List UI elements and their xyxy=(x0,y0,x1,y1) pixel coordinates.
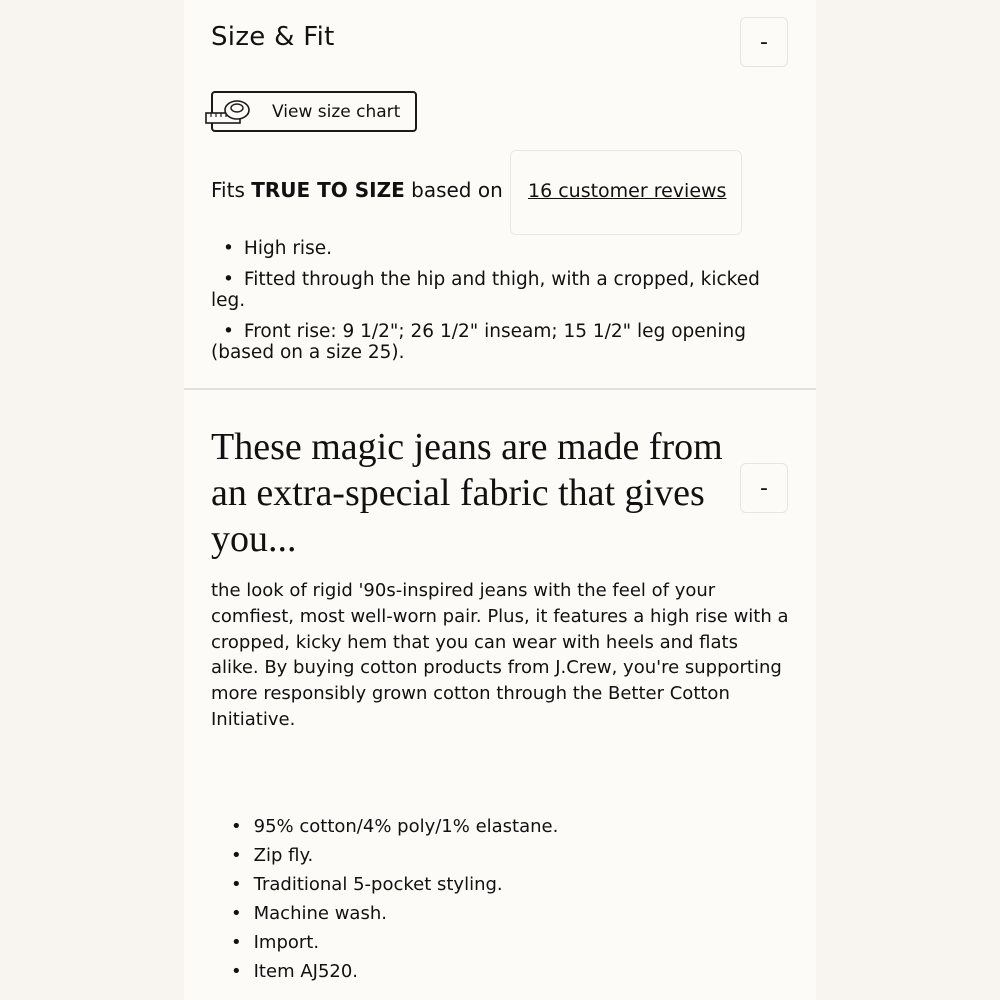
view-size-chart-label: View size chart xyxy=(272,102,401,122)
spec-item: • Machine wash. xyxy=(231,899,558,928)
product-details-card xyxy=(184,0,816,1000)
spec-item: • Import. xyxy=(231,928,558,957)
fit-prefix: Fits xyxy=(211,178,252,202)
fit-summary xyxy=(211,178,503,202)
spec-item: • Traditional 5-pocket styling. xyxy=(231,870,558,899)
product-specs-list xyxy=(231,812,558,986)
fit-detail-item: • Front rise: 9 1/2"; 26 1/2" inseam; 15 1/2" leg opening (based on a size 25). xyxy=(211,321,781,363)
fit-detail-item: • Fitted through the hip and thigh, with a cropped, kicked leg. xyxy=(211,269,781,311)
fit-emphasis: TRUE TO SIZE xyxy=(251,178,405,202)
fit-details-list xyxy=(211,238,781,373)
customer-reviews-box[interactable] xyxy=(510,150,742,235)
view-size-chart-button[interactable] xyxy=(211,91,417,132)
fit-detail-item: • High rise. xyxy=(211,238,781,259)
spec-item: • 95% cotton/4% poly/1% elastane. xyxy=(231,812,558,841)
fit-suffix: based on xyxy=(404,178,503,202)
section-divider xyxy=(184,388,816,390)
spec-item: • Item AJ520. xyxy=(231,957,558,986)
description-collapse-button[interactable]: - xyxy=(740,463,788,513)
size-fit-title: Size & Fit xyxy=(211,22,335,52)
measuring-tape-icon xyxy=(205,98,253,128)
description-body: the look of rigid '90s-inspired jeans with the feel of your comfiest, most well-worn pair. Plus, it features a high rise with a cropped, kicky hem that you can wear with heels and flats alike. By buying cotton products from J.Crew, you're supporting more responsibly grown cotton through the Better Cotton Initiative. xyxy=(211,580,789,730)
customer-reviews-link[interactable]: 16 customer reviews xyxy=(528,180,727,202)
size-fit-collapse-button[interactable]: - xyxy=(740,17,788,67)
spec-item: • Zip fly. xyxy=(231,841,558,870)
description-headline: These magic jeans are made from an extra-special fabric that gives you... xyxy=(211,426,723,560)
